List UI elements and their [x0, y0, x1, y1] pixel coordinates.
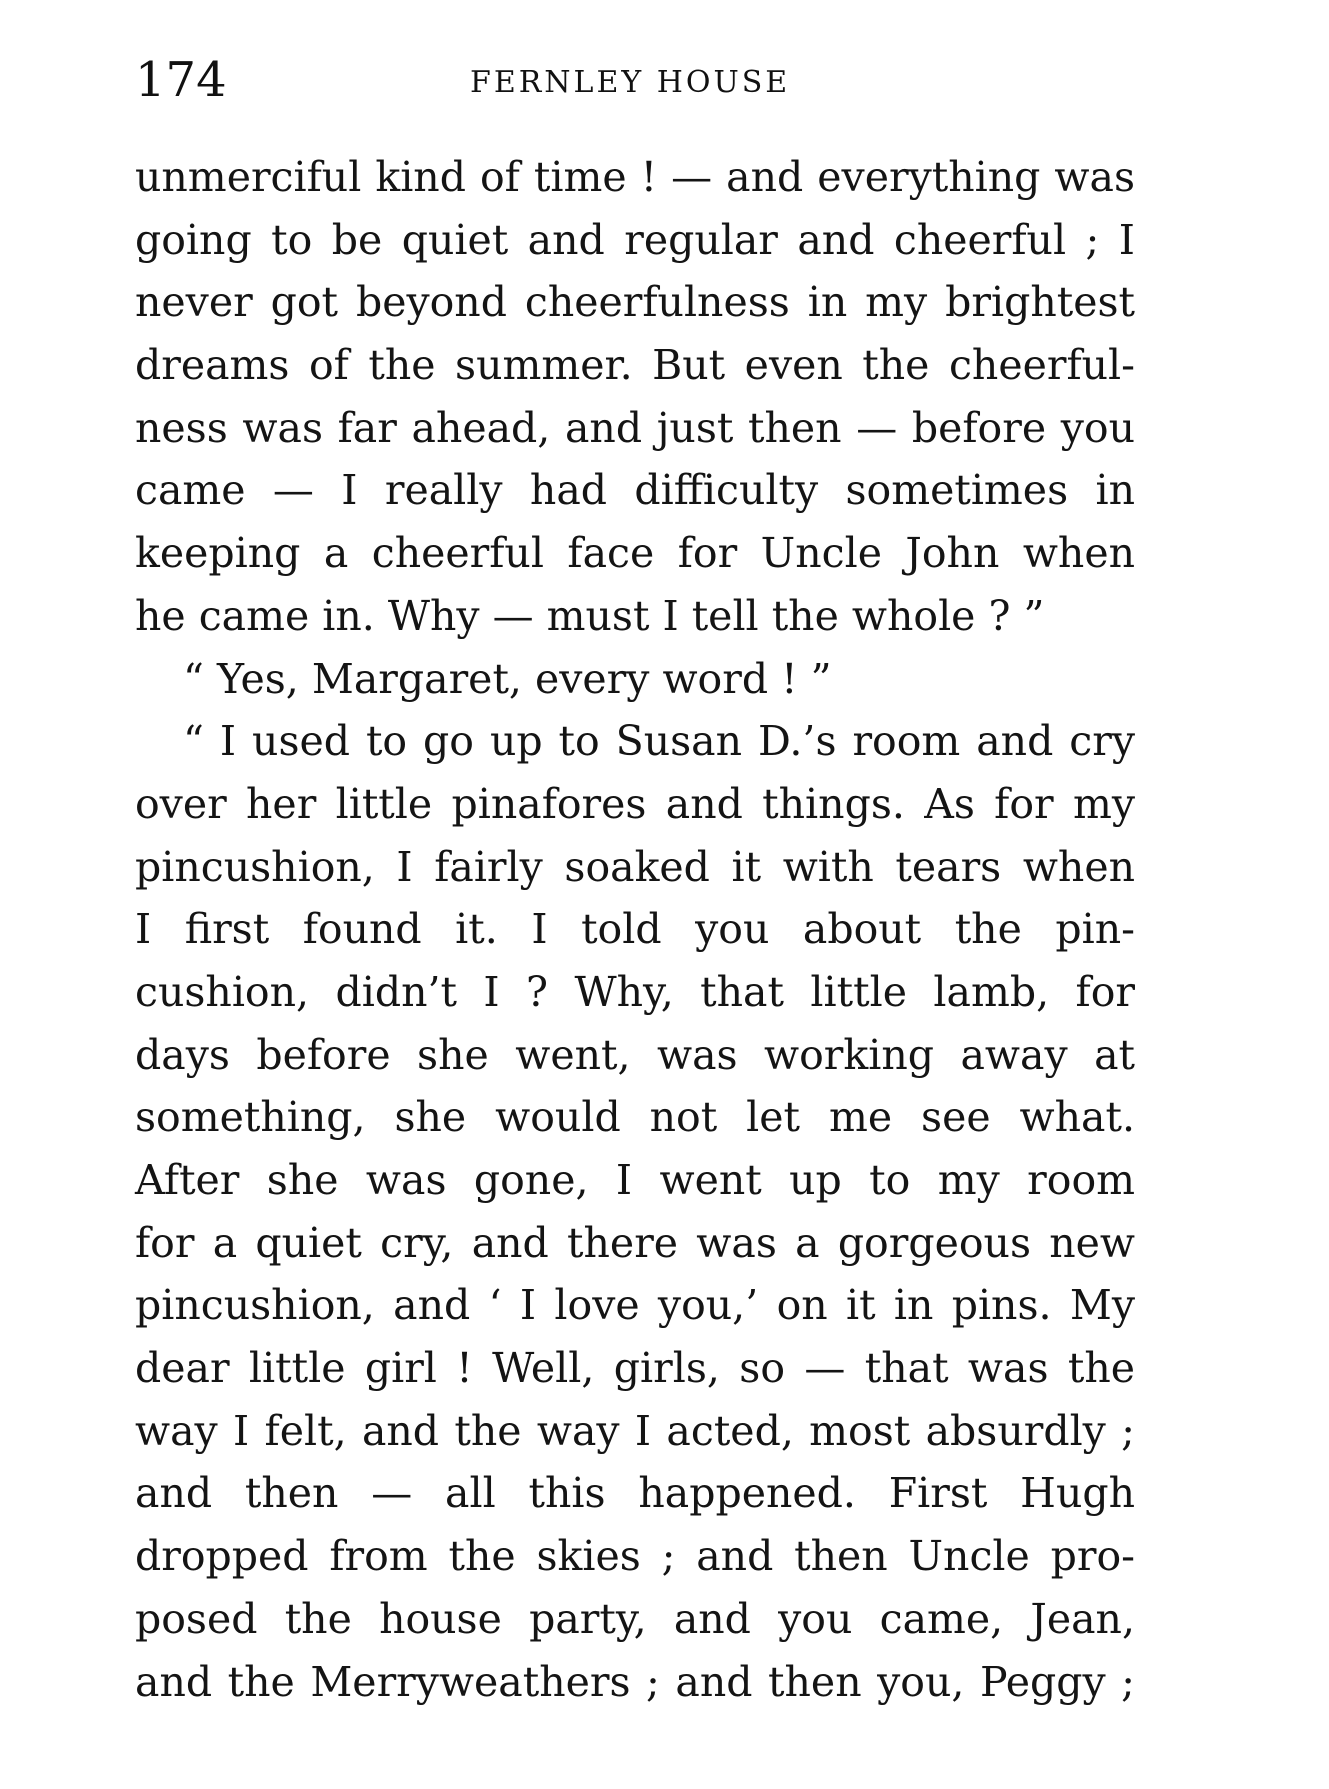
- text-line: way I felt, and the way I acted, most absurdly ;: [135, 1406, 1135, 1455]
- text-line: I first found it. I told you about the pin-: [135, 905, 1135, 954]
- text-line: pincushion, I fairly soaked it with tears when: [135, 842, 1135, 891]
- text-line: posed the house party, and you came, Jean,: [135, 1594, 1135, 1643]
- text-line: over her little pinafores and things. As for my: [135, 779, 1135, 828]
- text-line: pincushion, and ‘ I love you,’ on it in pins. My: [135, 1281, 1135, 1330]
- text-line: came — I really had difficulty sometimes in: [135, 466, 1135, 515]
- text-line: cushion, didn’t I ? Why, that little lamb, for: [135, 967, 1135, 1016]
- page-number: 174: [135, 52, 227, 108]
- text-line: unmerciful kind of time ! — and everything was: [135, 153, 1135, 201]
- body-text: [135, 146, 1135, 1713]
- text-line: dear little girl ! Well, girls, so — that was the: [135, 1344, 1135, 1393]
- text-line: dreams of the summer. But even the cheerful-: [135, 341, 1135, 390]
- text-line: days before she went, was working away at: [135, 1030, 1135, 1079]
- text-line: dropped from the skies ; and then Uncle pro-: [135, 1532, 1135, 1581]
- text-line: ness was far ahead, and just then — before you: [135, 403, 1135, 452]
- running-title: FERNLEY HOUSE: [470, 65, 791, 100]
- text-line: never got beyond cheerfulness in my brightest: [135, 278, 1135, 327]
- text-line: “ Yes, Margaret, every word ! ”: [183, 654, 832, 703]
- text-line: something, she would not let me see what.: [135, 1093, 1135, 1142]
- text-line: “ I used to go up to Susan D.’s room and cry: [183, 717, 1135, 766]
- running-head: [135, 50, 1135, 110]
- text-line: and the Merryweathers ; and then you, Peggy ;: [135, 1657, 1135, 1706]
- text-line: he came in. Why — must I tell the whole ? ”: [135, 591, 1045, 640]
- text-line: keeping a cheerful face for Uncle John when: [135, 529, 1135, 578]
- text-line: going to be quiet and regular and cheerful ; I: [135, 215, 1135, 264]
- text-line: and then — all this happened. First Hugh: [135, 1469, 1135, 1518]
- text-line: for a quiet cry, and there was a gorgeous new: [135, 1218, 1135, 1267]
- text-line: After she was gone, I went up to my room: [135, 1156, 1135, 1204]
